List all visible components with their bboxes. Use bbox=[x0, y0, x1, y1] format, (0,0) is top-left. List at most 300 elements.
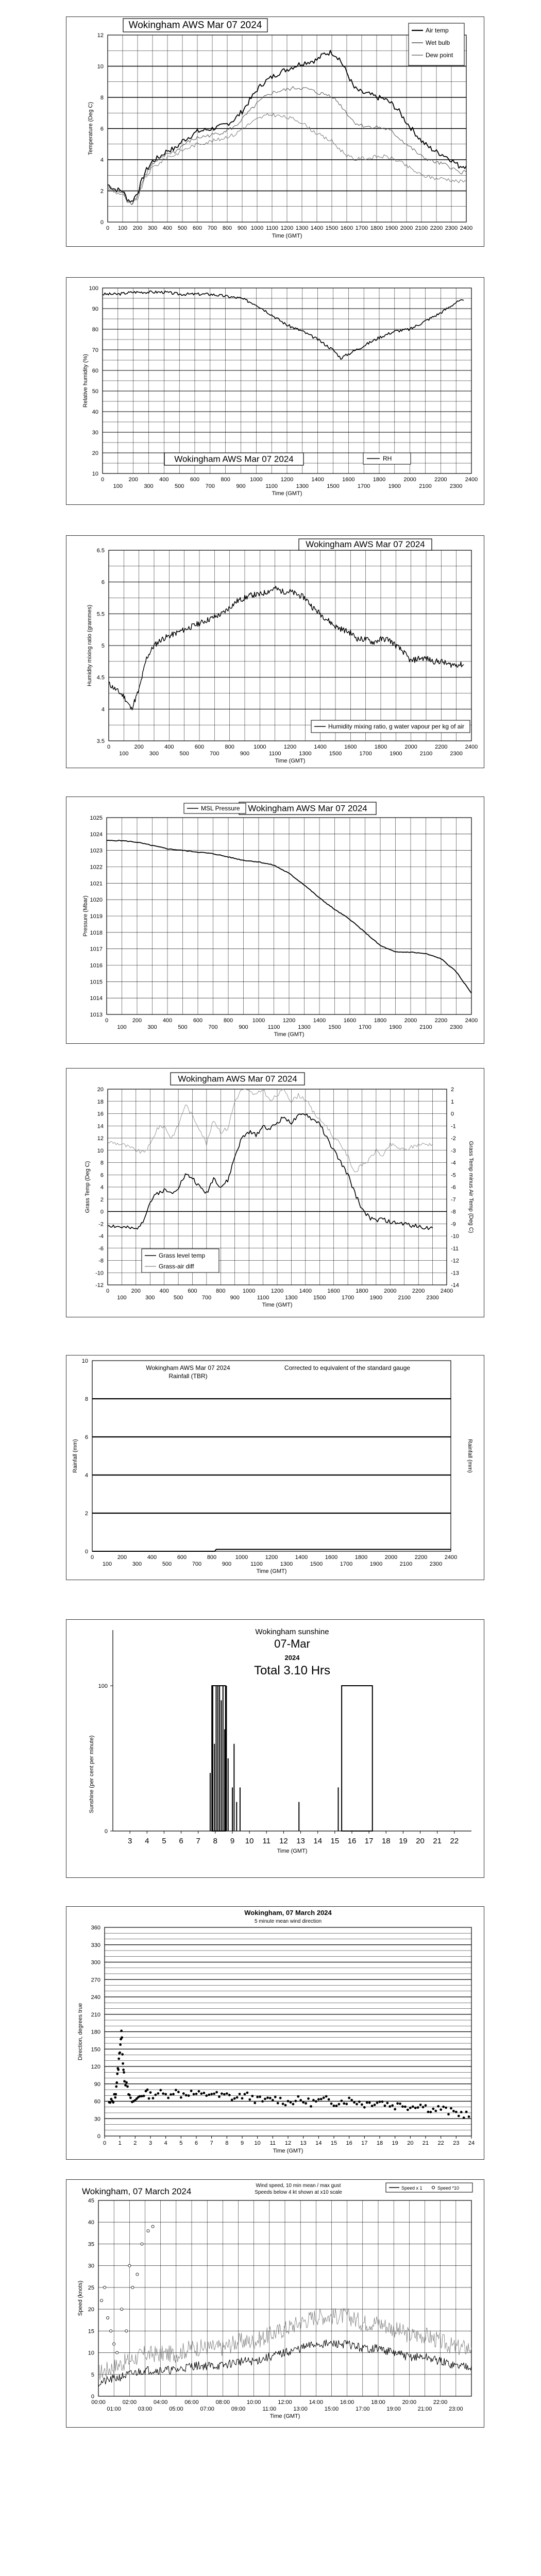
legend-label: Wet bulb bbox=[426, 39, 450, 46]
x-tick-label: 2200 bbox=[435, 744, 448, 750]
scaled-speed-point bbox=[147, 2230, 149, 2232]
wind-direction-point bbox=[180, 2096, 182, 2099]
x-tick-label: 17 bbox=[364, 1837, 374, 1845]
x-tick-label: 800 bbox=[216, 1288, 226, 1294]
x-tick-label: 1200 bbox=[265, 1554, 278, 1561]
x-tick-label: 1100 bbox=[257, 1295, 269, 1301]
x-tick-label: 2100 bbox=[419, 751, 433, 757]
x-tick-label: 12 bbox=[279, 1837, 288, 1845]
wind-direction-point bbox=[148, 2097, 150, 2100]
wind-direction-point bbox=[455, 2111, 458, 2113]
x-tick-label: 15 bbox=[330, 2140, 337, 2146]
wind-direction-point bbox=[320, 2098, 323, 2100]
chart-temperature bbox=[66, 17, 484, 246]
y-right-tick-label: -6 bbox=[451, 1184, 456, 1191]
x-tick-label: 1900 bbox=[390, 751, 402, 757]
wind-direction-point bbox=[297, 2095, 299, 2098]
x-tick-label: 1400 bbox=[311, 477, 324, 483]
x-tick-label: 1000 bbox=[235, 1554, 248, 1561]
x-tick-label: 11 bbox=[262, 1837, 271, 1845]
x-tick-label: 200 bbox=[134, 744, 144, 750]
x-tick-label: 11 bbox=[269, 2140, 276, 2146]
panel-humidity-mixing-ratio bbox=[66, 535, 484, 768]
wind-direction-point bbox=[185, 2094, 188, 2096]
x-tick-label: 200 bbox=[131, 1288, 141, 1294]
scaled-speed-point bbox=[110, 2330, 112, 2332]
wind-direction-point bbox=[447, 2113, 450, 2115]
wind-direction-point bbox=[414, 2107, 417, 2109]
x-tick-label: 9 bbox=[230, 1837, 235, 1845]
x-tick-label: 1300 bbox=[295, 225, 309, 231]
y-tick-label: 5 bbox=[91, 2371, 94, 2378]
y-tick-label: 20 bbox=[88, 2307, 94, 2313]
y-tick-label: 150 bbox=[91, 2046, 100, 2053]
x-tick-label: 1200 bbox=[283, 744, 297, 750]
wind-direction-point bbox=[157, 2092, 159, 2095]
chart-title: Wokingham AWS Mar 07 2024 bbox=[174, 454, 294, 464]
y-tick-label: 2 bbox=[100, 188, 104, 195]
wind-direction-point bbox=[244, 2093, 246, 2095]
y-tick-label: 0 bbox=[100, 219, 104, 226]
y-tick-label: 10 bbox=[92, 471, 98, 477]
x-tick-label: 1000 bbox=[252, 1018, 265, 1024]
y-tick-label: 5.5 bbox=[96, 611, 105, 618]
wind-direction-point bbox=[358, 2100, 361, 2103]
legend-label: Air temp bbox=[426, 27, 449, 34]
x-tick-label: 2200 bbox=[412, 1288, 425, 1294]
y-tick-label: 12 bbox=[97, 1136, 104, 1142]
wind-direction-point bbox=[277, 2102, 279, 2105]
x-tick-label: 2100 bbox=[415, 225, 428, 231]
chart-title: Wokingham, 07 March 2024 bbox=[82, 2187, 192, 2196]
y-tick-label: 180 bbox=[91, 2029, 100, 2036]
legend-label: Speed x 1 bbox=[401, 2185, 422, 2191]
wind-direction-point bbox=[202, 2092, 205, 2094]
y-axis-label: Grass Temp (Deg C) bbox=[84, 1161, 91, 1213]
y-tick-label: 1016 bbox=[90, 962, 103, 969]
wind-direction-point bbox=[294, 2100, 297, 2103]
wind-direction-point bbox=[323, 2096, 325, 2099]
y-tick-label: 0 bbox=[97, 2133, 100, 2140]
legend-label: Grass-air diff bbox=[159, 1263, 194, 1270]
x-tick-label: 1200 bbox=[282, 1018, 296, 1024]
chart-title: Wokingham AWS Mar 07 2024 bbox=[178, 1074, 297, 1084]
x-tick-label: 300 bbox=[147, 1024, 157, 1030]
wind-direction-point bbox=[394, 2108, 396, 2111]
wind-direction-point bbox=[315, 2100, 317, 2103]
x-tick-label: 2400 bbox=[460, 225, 473, 231]
x-tick-label: 1900 bbox=[385, 225, 398, 231]
x-tick-label: 18 bbox=[381, 1837, 391, 1845]
legend-label: Dew point bbox=[426, 52, 453, 59]
chart-note: Corrected to equivalent of the standard gauge bbox=[284, 1364, 411, 1371]
y-tick-label: 40 bbox=[88, 2219, 94, 2226]
x-tick-label: 800 bbox=[225, 744, 234, 750]
x-tick-label: 10:00 bbox=[246, 2399, 261, 2405]
y-axis-label: Relative humidity (%) bbox=[82, 354, 89, 408]
x-tick-label: 14:00 bbox=[309, 2399, 324, 2405]
wind-direction-point bbox=[198, 2090, 200, 2093]
wind-direction-point bbox=[386, 2102, 388, 2105]
wind-direction-point bbox=[122, 2062, 124, 2065]
x-tick-label: 600 bbox=[188, 1288, 197, 1294]
x-tick-label: 00:00 bbox=[91, 2399, 106, 2405]
x-tick-label: 2400 bbox=[440, 1288, 453, 1294]
legend-label: Speed *10 bbox=[437, 2185, 460, 2191]
wind-direction-point bbox=[175, 2089, 177, 2091]
legend-swatch bbox=[432, 2186, 434, 2189]
x-tick-label: 900 bbox=[222, 1561, 232, 1567]
wind-direction-point bbox=[376, 2102, 379, 2104]
wind-direction-point bbox=[205, 2094, 208, 2097]
scaled-speed-point bbox=[121, 2308, 123, 2311]
chart-subtitle: Rainfall (TBR) bbox=[168, 1372, 208, 1380]
x-tick-label: 700 bbox=[205, 483, 215, 489]
x-axis-label: Time (GMT) bbox=[275, 758, 306, 764]
x-tick-label: 20 bbox=[416, 1837, 425, 1845]
panel-sunshine bbox=[66, 1619, 484, 1878]
y-tick-label: 15 bbox=[88, 2328, 94, 2335]
x-tick-label: 1800 bbox=[373, 477, 386, 483]
y-tick-label: 45 bbox=[88, 2198, 94, 2204]
y-tick-label: 1021 bbox=[90, 880, 103, 887]
x-tick-label: 2200 bbox=[430, 225, 443, 231]
y-right-tick-label: -12 bbox=[451, 1258, 459, 1264]
wind-direction-point bbox=[353, 2101, 356, 2104]
x-axis-label: Time (GMT) bbox=[269, 2413, 300, 2419]
x-tick-label: 1400 bbox=[314, 744, 327, 750]
wind-direction-point bbox=[366, 2102, 368, 2104]
x-tick-label: 400 bbox=[164, 744, 174, 750]
x-tick-label: 0 bbox=[107, 744, 111, 750]
x-tick-label: 4 bbox=[164, 2140, 167, 2146]
x-tick-label: 2300 bbox=[449, 483, 463, 489]
wind-direction-point bbox=[305, 2102, 307, 2105]
wind-direction-point bbox=[177, 2091, 180, 2093]
x-tick-label: 1600 bbox=[342, 477, 355, 483]
wind-direction-point bbox=[248, 2098, 251, 2101]
wind-direction-point bbox=[266, 2096, 269, 2099]
wind-direction-point bbox=[246, 2092, 248, 2094]
y-right-tick-label: -9 bbox=[451, 1221, 456, 1228]
y-tick-label: 30 bbox=[92, 430, 98, 436]
x-tick-label: 300 bbox=[132, 1561, 142, 1567]
x-tick-label: 800 bbox=[221, 477, 230, 483]
wind-direction-point bbox=[468, 2115, 470, 2118]
x-tick-label: 1800 bbox=[370, 225, 383, 231]
x-tick-label: 10 bbox=[245, 1837, 254, 1845]
y-tick-label: 1024 bbox=[90, 831, 103, 838]
y-right-tick-label: 0 bbox=[451, 1111, 454, 1117]
scaled-speed-point bbox=[136, 2273, 139, 2276]
scaled-speed-point bbox=[100, 2299, 103, 2302]
wind-direction-point bbox=[427, 2111, 430, 2113]
y-tick-label: 20 bbox=[92, 450, 98, 456]
wind-direction-point bbox=[264, 2098, 266, 2100]
scaled-speed-point bbox=[128, 2264, 131, 2267]
wind-direction-point bbox=[236, 2096, 239, 2099]
x-tick-label: 12:00 bbox=[278, 2399, 292, 2405]
x-tick-label: 1200 bbox=[280, 477, 294, 483]
wind-direction-point bbox=[348, 2097, 350, 2099]
x-tick-label: 500 bbox=[178, 1024, 188, 1030]
wind-direction-point bbox=[330, 2103, 333, 2105]
wind-direction-point bbox=[114, 2096, 116, 2099]
wind-direction-point bbox=[284, 2104, 287, 2107]
x-tick-label: 2200 bbox=[434, 1018, 448, 1024]
chart-subtitle: Wind speed, 10 min mean / max gust bbox=[256, 2183, 341, 2189]
wind-direction-point bbox=[223, 2093, 226, 2096]
x-tick-label: 01:00 bbox=[107, 2406, 121, 2412]
wind-direction-point bbox=[228, 2094, 231, 2096]
y-tick-label: 2 bbox=[84, 1511, 88, 1517]
y-tick-label: 16 bbox=[97, 1111, 104, 1117]
wind-direction-point bbox=[121, 2053, 124, 2056]
x-tick-label: 300 bbox=[147, 225, 158, 231]
x-tick-label: 800 bbox=[207, 1554, 217, 1561]
x-tick-label: 600 bbox=[190, 477, 200, 483]
scaled-speed-point bbox=[113, 2343, 115, 2345]
wind-direction-point bbox=[463, 2116, 465, 2119]
x-tick-label: 1800 bbox=[374, 744, 387, 750]
wind-direction-point bbox=[361, 2104, 363, 2106]
y-tick-label: 20 bbox=[97, 1087, 104, 1093]
y-tick-label: -2 bbox=[98, 1221, 104, 1228]
wind-direction-point bbox=[274, 2096, 277, 2098]
x-tick-label: 200 bbox=[128, 477, 138, 483]
x-tick-label: 1100 bbox=[268, 751, 281, 757]
x-tick-label: 1500 bbox=[313, 1295, 326, 1301]
x-tick-label: 500 bbox=[179, 751, 189, 757]
legend-label: RH bbox=[383, 455, 392, 462]
wind-direction-point bbox=[452, 2110, 455, 2112]
y-tick-label: 6 bbox=[100, 126, 104, 132]
x-tick-label: 400 bbox=[159, 1288, 169, 1294]
wind-direction-point bbox=[226, 2092, 228, 2095]
x-tick-label: 400 bbox=[159, 477, 169, 483]
wind-direction-point bbox=[425, 2104, 427, 2107]
y-tick-label: 1014 bbox=[90, 995, 103, 1002]
x-tick-label: 13 bbox=[296, 1837, 305, 1845]
wind-direction-point bbox=[272, 2099, 274, 2102]
y-tick-label: 6 bbox=[101, 579, 105, 586]
x-tick-label: 04:00 bbox=[153, 2399, 168, 2405]
x-tick-label: 500 bbox=[173, 1295, 183, 1301]
wind-direction-point bbox=[328, 2098, 330, 2101]
y-tick-label: 330 bbox=[91, 1942, 100, 1948]
y-tick-label: 12 bbox=[97, 32, 104, 39]
chart-title: Wokingham sunshine bbox=[255, 1628, 329, 1636]
x-tick-label: 400 bbox=[147, 1554, 157, 1561]
chart-date: 07-Mar bbox=[274, 1637, 310, 1650]
wind-direction-point bbox=[345, 2103, 348, 2105]
wind-direction-point bbox=[146, 2089, 149, 2091]
wind-direction-point bbox=[282, 2103, 284, 2105]
y-tick-label: 90 bbox=[94, 2081, 100, 2088]
y-tick-label: -6 bbox=[98, 1245, 104, 1252]
y-tick-label: 100 bbox=[98, 1683, 108, 1689]
y-tick-label: 6.5 bbox=[96, 548, 105, 554]
x-tick-label: 0 bbox=[106, 1288, 110, 1294]
wind-direction-point bbox=[128, 2094, 131, 2096]
x-tick-label: 3 bbox=[148, 2140, 153, 2146]
y-tick-label: 40 bbox=[92, 409, 98, 415]
wind-direction-point bbox=[253, 2102, 256, 2104]
panel-rainfall bbox=[66, 1355, 484, 1580]
x-tick-label: 23 bbox=[453, 2140, 460, 2146]
wind-direction-point bbox=[325, 2095, 328, 2098]
x-tick-label: 2000 bbox=[404, 744, 417, 750]
wind-direction-point bbox=[312, 2099, 315, 2102]
x-tick-label: 22 bbox=[437, 2140, 444, 2146]
wind-direction-point bbox=[119, 2052, 121, 2054]
wind-direction-point bbox=[117, 2069, 120, 2071]
wind-direction-point bbox=[279, 2097, 282, 2099]
y-tick-label: 4 bbox=[100, 157, 104, 163]
x-tick-label: 2000 bbox=[384, 1288, 397, 1294]
wind-direction-point bbox=[149, 2091, 152, 2094]
x-tick-label: 16 bbox=[346, 2140, 352, 2146]
y-tick-label: 210 bbox=[91, 2011, 100, 2018]
y-axis-label: Sunshine (per cent per minute) bbox=[89, 1735, 95, 1814]
x-tick-label: 6 bbox=[194, 2140, 198, 2146]
wind-direction-point bbox=[401, 2105, 404, 2108]
y-tick-label: 14 bbox=[97, 1123, 104, 1130]
x-tick-label: 1700 bbox=[355, 225, 368, 231]
plot-area bbox=[92, 1361, 451, 1551]
x-tick-label: 17 bbox=[361, 2140, 368, 2146]
x-tick-label: 2400 bbox=[465, 477, 478, 483]
x-tick-label: 6 bbox=[179, 1837, 183, 1845]
x-tick-label: 18 bbox=[376, 2140, 383, 2146]
scaled-speed-point bbox=[103, 2286, 106, 2289]
wind-direction-point bbox=[391, 2104, 394, 2107]
x-tick-label: 600 bbox=[193, 1018, 203, 1024]
x-tick-label: 14 bbox=[315, 2140, 322, 2146]
x-tick-label: 2 bbox=[133, 2140, 137, 2146]
x-tick-label: 1900 bbox=[369, 1561, 383, 1567]
legend-label: Grass level temp bbox=[159, 1252, 206, 1259]
x-tick-label: 0 bbox=[105, 1018, 109, 1024]
y-tick-label: 10 bbox=[97, 1147, 104, 1154]
wind-direction-point bbox=[458, 2115, 460, 2117]
x-tick-label: 100 bbox=[119, 751, 129, 757]
x-tick-label: 700 bbox=[210, 751, 219, 757]
y-tick-label: 1017 bbox=[90, 946, 103, 953]
x-tick-label: 20 bbox=[407, 2140, 414, 2146]
wind-direction-point bbox=[379, 2100, 381, 2103]
wind-direction-point bbox=[125, 2081, 128, 2084]
y-right-tick-label: -1 bbox=[451, 1123, 456, 1130]
wind-direction-point bbox=[335, 2105, 338, 2107]
y-tick-label: 1018 bbox=[90, 929, 103, 936]
x-tick-label: 1200 bbox=[280, 225, 294, 231]
x-tick-label: 1200 bbox=[270, 1288, 284, 1294]
y-tick-label: 0 bbox=[84, 1549, 88, 1555]
x-tick-label: 15:00 bbox=[324, 2406, 339, 2412]
x-tick-label: 900 bbox=[230, 1295, 240, 1301]
x-tick-label: 1700 bbox=[359, 1024, 371, 1030]
x-tick-label: 2100 bbox=[419, 483, 432, 489]
x-tick-label: 15 bbox=[330, 1837, 340, 1845]
x-tick-label: 800 bbox=[222, 225, 232, 231]
scaled-speed-point bbox=[151, 2225, 154, 2228]
wind-direction-point bbox=[172, 2093, 175, 2095]
scaled-speed-point bbox=[116, 2351, 119, 2354]
wind-direction-point bbox=[333, 2105, 335, 2107]
x-tick-label: 16 bbox=[347, 1837, 357, 1845]
wind-direction-point bbox=[208, 2093, 210, 2096]
wind-direction-point bbox=[388, 2105, 391, 2108]
y-tick-label: 10 bbox=[97, 63, 104, 70]
wind-direction-point bbox=[170, 2093, 172, 2096]
y-tick-label: 10 bbox=[88, 2350, 94, 2357]
wind-direction-point bbox=[363, 2106, 366, 2109]
wind-direction-point bbox=[381, 2100, 384, 2103]
wind-direction-point bbox=[239, 2093, 241, 2095]
x-tick-label: 700 bbox=[207, 225, 217, 231]
x-axis-label: Time (GMT) bbox=[256, 1568, 287, 1574]
y-tick-label: 100 bbox=[89, 285, 98, 292]
y-tick-label: 90 bbox=[92, 306, 98, 312]
wind-direction-point bbox=[126, 2086, 129, 2088]
x-tick-label: 7 bbox=[196, 1837, 200, 1845]
x-tick-label: 2200 bbox=[434, 477, 447, 483]
wind-direction-point bbox=[337, 2103, 340, 2106]
wind-direction-point bbox=[233, 2097, 236, 2100]
y-tick-label: 360 bbox=[91, 1925, 100, 1931]
panel-relative-humidity bbox=[66, 277, 484, 505]
y-right-tick-label: -4 bbox=[451, 1160, 456, 1166]
x-tick-label: 900 bbox=[237, 225, 247, 231]
x-tick-label: 03:00 bbox=[138, 2406, 153, 2412]
x-tick-label: 5 bbox=[162, 1837, 166, 1845]
wind-direction-point bbox=[340, 2099, 343, 2102]
y-tick-label: 1015 bbox=[90, 979, 103, 986]
wind-direction-point bbox=[269, 2097, 272, 2099]
y-tick-label: 0 bbox=[104, 1828, 108, 1835]
wind-direction-point bbox=[221, 2092, 223, 2095]
x-tick-label: 22:00 bbox=[433, 2399, 448, 2405]
y-axis-label: Rainfall (mm) bbox=[72, 1439, 78, 1473]
wind-direction-point bbox=[115, 2081, 118, 2084]
chart-total: Total 3.10 Hrs bbox=[253, 1664, 331, 1677]
x-tick-label: 100 bbox=[117, 1295, 127, 1301]
x-tick-label: 1500 bbox=[327, 483, 340, 489]
chart-subtitle: Speeds below 4 kt shown at x10 scale bbox=[255, 2190, 342, 2195]
wind-direction-point bbox=[422, 2106, 425, 2108]
x-tick-label: 1400 bbox=[299, 1288, 312, 1294]
y-tick-label: 18 bbox=[97, 1098, 104, 1105]
x-tick-label: 16:00 bbox=[340, 2399, 354, 2405]
wind-direction-point bbox=[350, 2099, 353, 2102]
x-tick-label: 1100 bbox=[266, 225, 278, 231]
x-tick-label: 1900 bbox=[388, 483, 401, 489]
x-tick-label: 0 bbox=[100, 477, 105, 483]
x-tick-label: 11:00 bbox=[262, 2406, 277, 2412]
x-tick-label: 8 bbox=[225, 2140, 229, 2146]
y-tick-label: 120 bbox=[91, 2064, 100, 2070]
wind-direction-point bbox=[143, 2095, 145, 2097]
x-tick-label: 100 bbox=[113, 483, 123, 489]
x-tick-label: 1600 bbox=[344, 744, 357, 750]
x-tick-label: 19:00 bbox=[386, 2406, 401, 2412]
x-tick-label: 2100 bbox=[398, 1295, 411, 1301]
wind-direction-point bbox=[417, 2106, 419, 2109]
y-tick-label: 300 bbox=[91, 1959, 100, 1966]
y-tick-label: 3.5 bbox=[96, 738, 105, 744]
x-tick-label: 10 bbox=[254, 2140, 261, 2146]
